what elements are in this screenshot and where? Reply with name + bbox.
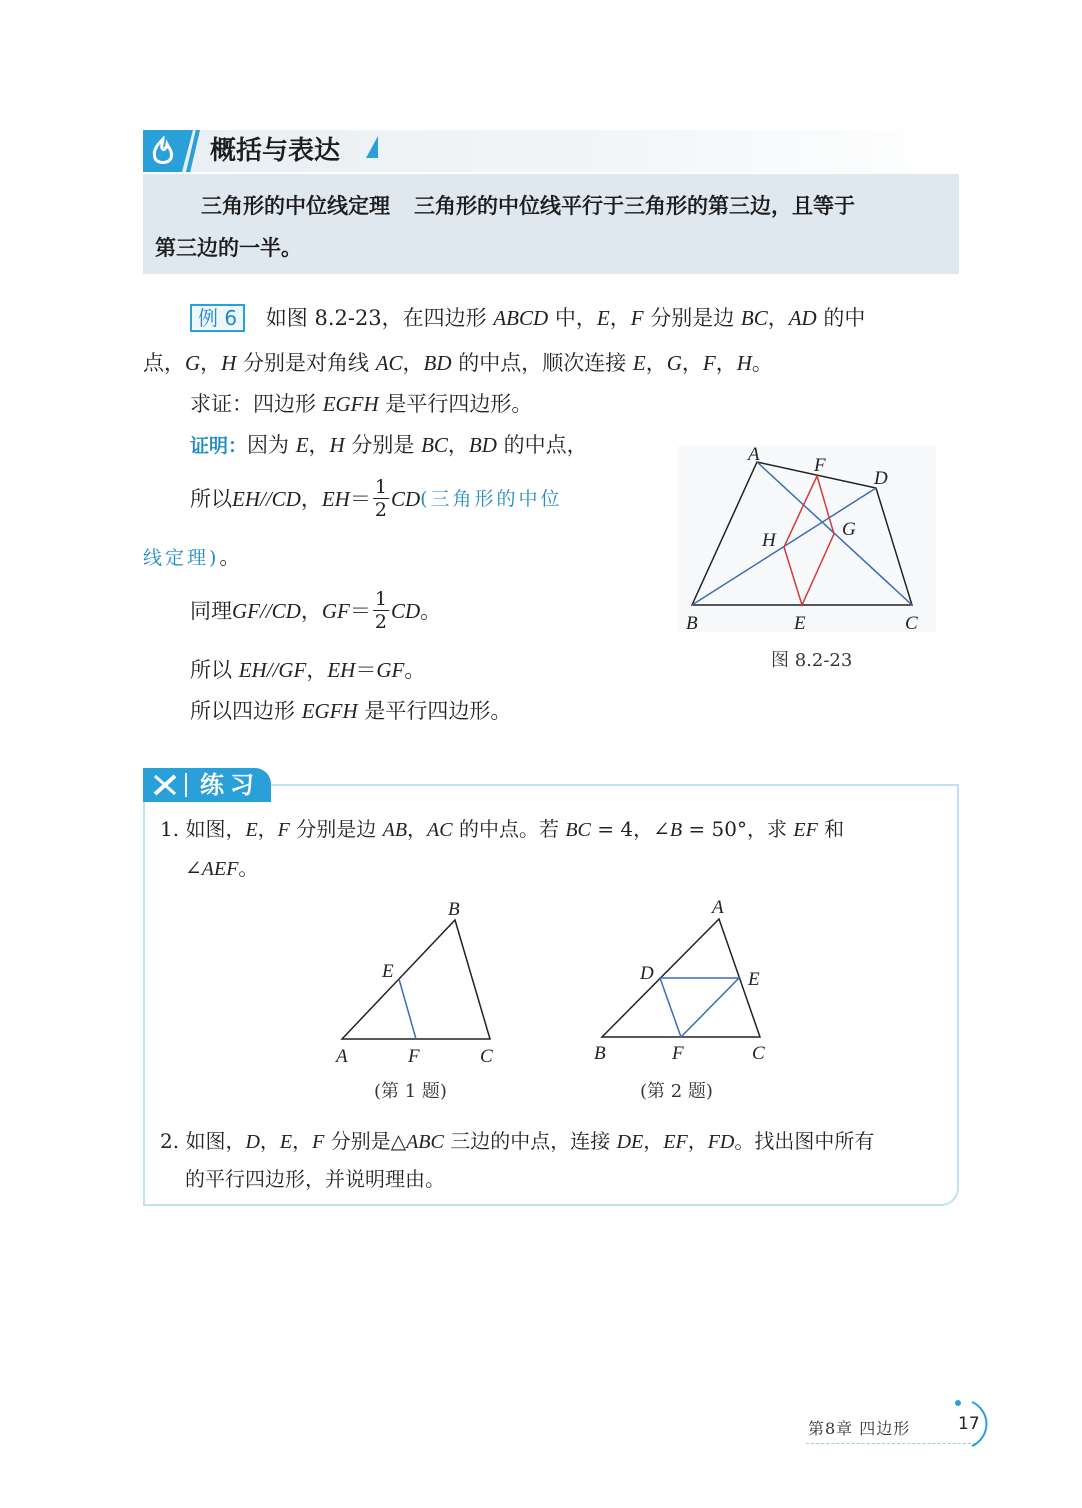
question-1-line-2: ∠AEF。 bbox=[185, 856, 259, 880]
figure-2-caption: (第 2 题) bbox=[640, 1081, 713, 1102]
proof-line-2: 所以 EH // CD ， EH ＝ $\frac{1}{2}$ CD (三角形的中位 bbox=[190, 476, 563, 521]
proof-line-6: 所以四边形 EGFH 是平行四边形。 bbox=[190, 699, 512, 723]
example-line-2: 点，G，H 分别是对角线 AC，BD 的中点，顺次连接 E，G，F，H。 bbox=[143, 351, 773, 375]
header-divider bbox=[185, 773, 187, 797]
theorem-line-2: 第三边的一半。 bbox=[155, 236, 302, 260]
footer-chapter: 第8章 四边形 bbox=[808, 1419, 911, 1438]
label-a: A bbox=[748, 444, 760, 465]
question-2-line-2: 的平行四边形，并说明理由。 bbox=[185, 1167, 445, 1191]
triangle-abc bbox=[342, 920, 490, 1039]
label-f: F bbox=[408, 1046, 420, 1067]
label-f: F bbox=[814, 455, 826, 476]
label-a: A bbox=[712, 897, 724, 918]
label-h: H bbox=[762, 530, 776, 551]
label-a: A bbox=[336, 1046, 348, 1067]
figure-1-caption: (第 1 题) bbox=[374, 1081, 447, 1102]
question-2-line-1: 2. 如图，D，E，F 分别是△ABC 三边的中点，连接 DE，EF，FD。找出图中所有 bbox=[160, 1129, 875, 1153]
proof-line-4: 同理 GF // CD ， GF ＝ $\frac{1}{2}$ CD 。 bbox=[190, 588, 442, 633]
example-tag: 例 6 bbox=[190, 304, 245, 332]
label-e: E bbox=[382, 961, 394, 982]
theorem-box bbox=[143, 174, 959, 274]
proof-line-1: 证明：因为 E，H 分别是 BC，BD 的中点， bbox=[190, 433, 588, 457]
theorem-line-1 bbox=[201, 190, 855, 220]
proof-label: 证明： bbox=[190, 435, 248, 457]
question-1-line-1: 1. 如图，E，F 分别是边 AB，AC 的中点。若 BC = 4，∠B = 50°，求 EF 和 bbox=[160, 817, 845, 841]
segment-ef bbox=[399, 979, 416, 1039]
label-c: C bbox=[480, 1046, 493, 1067]
proof-line-5: 所以 EH//GF，EH＝GF。 bbox=[190, 658, 426, 682]
theorem-name: 三角形的中位线定理 bbox=[201, 194, 390, 218]
label-g: G bbox=[842, 519, 856, 540]
fraction-one-half: $\frac{1}{2}$ bbox=[374, 588, 387, 633]
pencil-ruler-icon bbox=[151, 772, 181, 798]
triangle-def bbox=[660, 978, 739, 1037]
label-e: E bbox=[794, 613, 806, 634]
example-line-1: 例 6 如图 8.2-23，在四边形 ABCD 中，E，F 分别是边 BC，AD 的中 bbox=[190, 303, 865, 333]
label-b: B bbox=[594, 1043, 606, 1064]
figure-background bbox=[678, 446, 936, 632]
fraction-one-half: $\frac{1}{2}$ bbox=[374, 476, 387, 521]
figure-quadrilateral bbox=[672, 440, 942, 680]
figure-question-2 bbox=[588, 893, 778, 1073]
proof-line-3: 线定理)。 bbox=[143, 545, 241, 569]
practice-title: 练习 bbox=[200, 771, 260, 799]
label-d: D bbox=[640, 963, 654, 984]
page-number: 17 bbox=[958, 1414, 980, 1434]
summary-title: 概括与表达 bbox=[210, 136, 341, 166]
figure-caption: 图 8.2-23 bbox=[771, 650, 853, 671]
label-e: E bbox=[748, 969, 760, 990]
theorem-statement: 三角形的中位线平行于三角形的第三边，且等于 bbox=[414, 194, 855, 218]
label-b: B bbox=[448, 899, 460, 920]
label-c: C bbox=[752, 1043, 765, 1064]
label-f: F bbox=[672, 1043, 684, 1064]
prove-statement: 求证：四边形 EGFH 是平行四边形。 bbox=[190, 392, 533, 416]
page-arc-decoration bbox=[950, 1398, 994, 1450]
label-c: C bbox=[905, 613, 918, 634]
label-d: D bbox=[874, 468, 888, 489]
practice-top-line bbox=[270, 784, 959, 786]
figure-question-1 bbox=[328, 893, 508, 1073]
label-b: B bbox=[686, 613, 698, 634]
